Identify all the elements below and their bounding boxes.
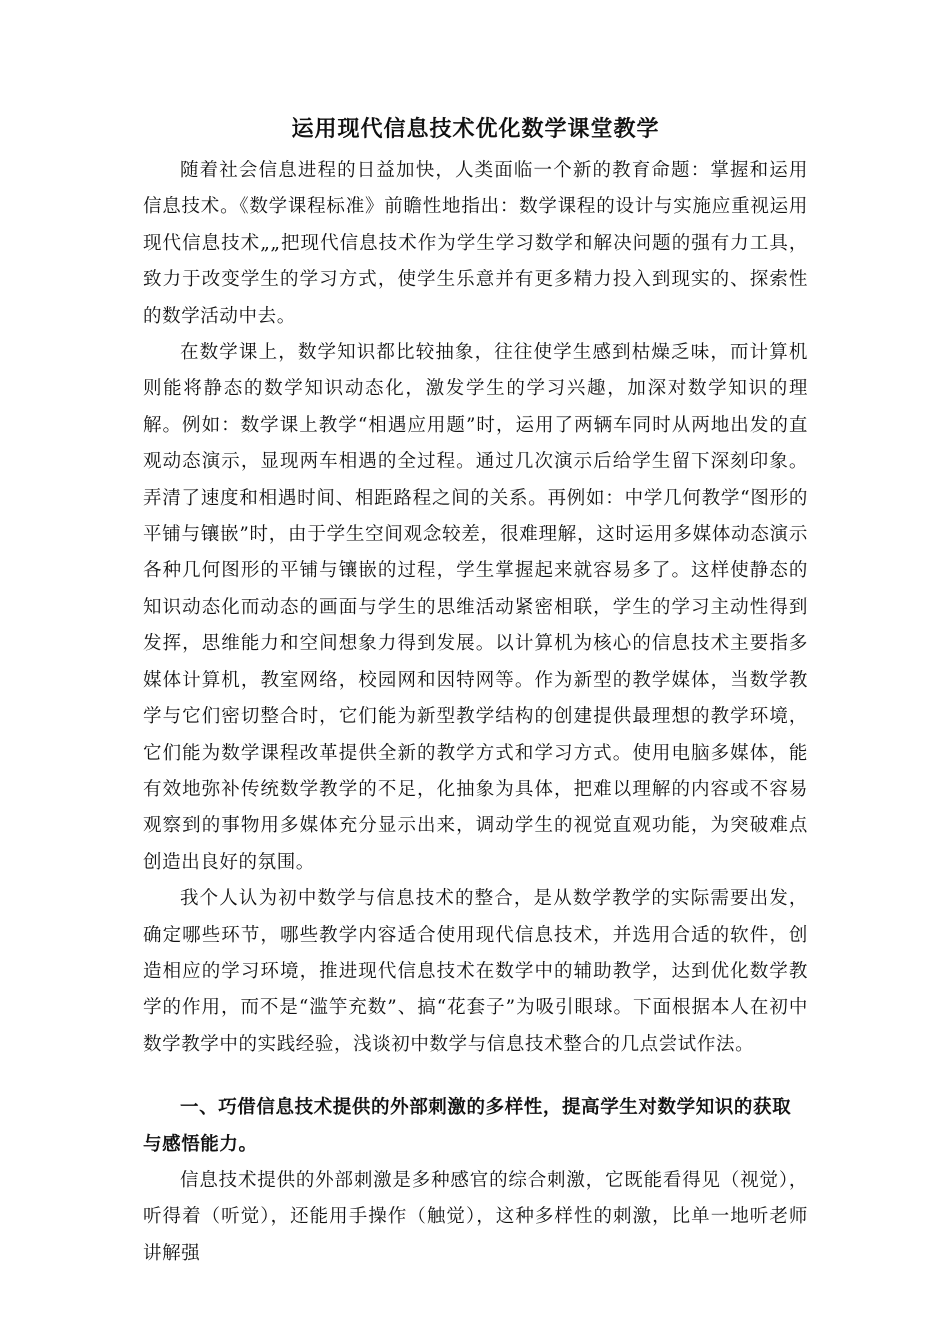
- section-1-paragraph: 信息技术提供的外部刺激是多种感官的综合刺激，它既能看得见（视觉），听得着（听觉），还能用手操作（触觉），这种多样性的刺激，比单一地听老师讲解强: [143, 1169, 808, 1264]
- paragraph-integration-view: 我个人认为初中数学与信息技术的整合，是从数学教学的实际需要出发，确定哪些环节，哪些教学内容适合使用现代信息技术，并选用合适的软件，创造相应的学习环境，推进现代信息技术在数学中的辅助教学，达到优化数学教学的作用，而不是“滥竽充数”、搞“花套子”为吸引眼球。下面根据本人在初中数学教学中的实践经验，浅谈初中数学与信息技术整合的几点尝试作法。: [143, 888, 808, 1055]
- document-page: [143, 110, 808, 1272]
- section-heading-1: 一、巧借信息技术提供的外部刺激的多样性，提高学生对数学知识的获取与感悟能力。: [143, 1097, 792, 1155]
- document-title: 运用现代信息技术优化数学课堂教学: [291, 117, 660, 142]
- paragraph-computer-dynamic: 在数学课上，数学知识都比较抽象，往往使学生感到枯燥乏味，而计算机则能将静态的数学知识动态化，激发学生的学习兴趣，加深对数学知识的理解。例如：数学课上教学“相遇应用题”时，运用了两辆车同时从两地出发的直观动态演示，显现两车相遇的全过程。通过几次演示后给学生留下深刻印象。弄清了速度和相遇时间、相距路程之间的关系。再例如：中学几何教学“图形的平铺与镶嵌”时，由于学生空间观念较差，很难理解，这时运用多媒体动态演示各种几何图形的平铺与镶嵌的过程，学生掌握起来就容易多了。这样使静态的知识动态化而动态的画面与学生的思维活动紧密相联，学生的学习主动性得到发挥，思维能力和空间想象力得到发展。以计算机为核心的信息技术主要指多媒体计算机，教室网络，校园网和因特网等。作为新型的教学媒体，当数学教学与它们密切整合时，它们能为新型教学结构的创建提供最理想的教学环境，它们能为数学课程改革提供全新的教学方式和学习方式。使用电脑多媒体，能有效地弥补传统数学教学的不足，化抽象为具体，把难以理解的内容或不容易观察到的事物用多媒体充分显示出来，调动学生的视觉直观功能，为突破难点创造出良好的氛围。: [143, 342, 808, 873]
- paragraph-intro: 随着社会信息进程的日益加快，人类面临一个新的教育命题：掌握和运用信息技术。《数学课程标准》前瞻性地指出：数学课程的设计与实施应重视运用现代信息技术„„把现代信息技术作为学生学习数学和解决问题的强有力工具，致力于改变学生的学习方式，使学生乐意并有更多精力投入到现实的、探索性的数学活动中去。: [143, 160, 808, 327]
